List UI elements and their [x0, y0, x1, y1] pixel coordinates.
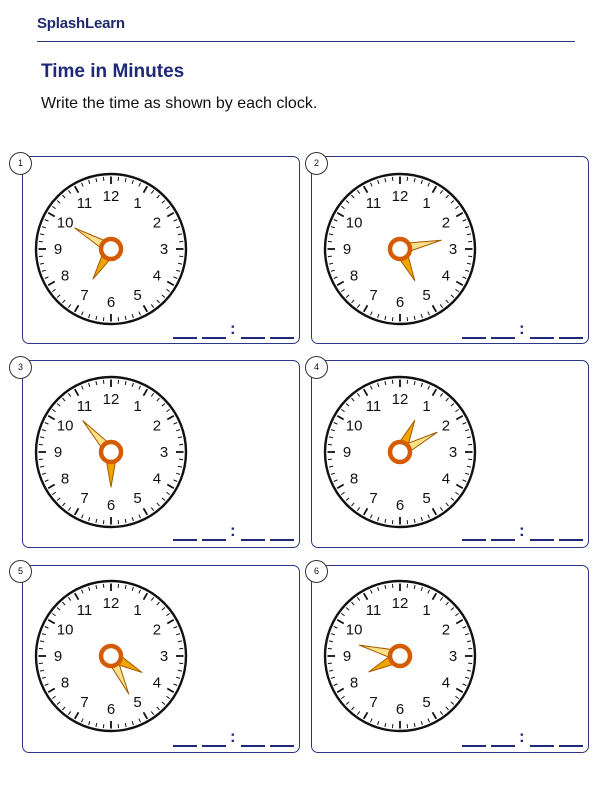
- clock-numeral: 11: [76, 195, 93, 213]
- clock-numeral: 12: [391, 391, 409, 408]
- hour-blank[interactable]: [462, 539, 486, 541]
- clock-numeral: 10: [345, 214, 363, 232]
- time-separator: :: [519, 319, 525, 338]
- minute-blank[interactable]: [559, 337, 583, 339]
- clock-numeral: 7: [80, 286, 89, 304]
- time-separator: :: [230, 319, 236, 338]
- minute-blank[interactable]: [559, 539, 583, 541]
- answer-blanks[interactable]: [173, 521, 297, 543]
- clock-numeral: 6: [106, 701, 116, 718]
- analog-clock: [33, 578, 189, 734]
- hour-blank[interactable]: [173, 745, 197, 747]
- time-separator: :: [519, 727, 525, 746]
- clock-numeral: 1: [422, 602, 431, 620]
- clock-numeral: 4: [441, 267, 451, 285]
- minute-blank[interactable]: [559, 745, 583, 747]
- clock-numeral: 3: [159, 241, 169, 258]
- clock-numeral: 4: [152, 470, 162, 488]
- problem-number-badge: 6: [305, 560, 328, 583]
- clock-numeral: 12: [102, 595, 120, 612]
- clock-numeral: 6: [395, 497, 405, 514]
- clock-numeral: 5: [422, 693, 431, 711]
- clock-numeral: 7: [80, 489, 89, 507]
- splashlearn-logo: SplashLearn: [37, 15, 125, 32]
- clock-numeral: 9: [53, 648, 63, 665]
- analog-clock: [322, 171, 478, 327]
- clock-numeral: 3: [448, 241, 458, 258]
- clock-center: [390, 239, 410, 259]
- clock-numeral: 2: [441, 417, 451, 435]
- clock-numeral: 3: [448, 444, 458, 461]
- time-separator: :: [230, 727, 236, 746]
- problem-number-badge: 2: [305, 152, 328, 175]
- hour-blank[interactable]: [462, 745, 486, 747]
- clock-numeral: 9: [53, 444, 63, 461]
- minute-blank[interactable]: [241, 745, 265, 747]
- clock-numeral: 2: [152, 417, 162, 435]
- hour-blank[interactable]: [202, 337, 226, 339]
- answer-blanks[interactable]: [173, 727, 297, 749]
- clock-numeral: 3: [448, 648, 458, 665]
- hour-blank[interactable]: [491, 337, 515, 339]
- answer-blanks[interactable]: [462, 727, 586, 749]
- clock-numeral: 11: [76, 602, 93, 620]
- clock-numeral: 7: [369, 286, 378, 304]
- clock-center: [101, 442, 121, 462]
- hour-blank[interactable]: [173, 539, 197, 541]
- answer-blanks[interactable]: [173, 319, 297, 341]
- clock-numeral: 1: [133, 195, 142, 213]
- clock-numeral: 9: [342, 241, 352, 258]
- minute-blank[interactable]: [530, 337, 554, 339]
- hour-blank[interactable]: [462, 337, 486, 339]
- time-separator: :: [230, 521, 236, 540]
- clock-numeral: 2: [152, 214, 162, 232]
- clock-numeral: 4: [152, 674, 162, 692]
- clock-numeral: 6: [106, 294, 116, 311]
- analog-clock: [322, 578, 478, 734]
- clock-numeral: 9: [342, 648, 352, 665]
- hour-blank[interactable]: [173, 337, 197, 339]
- clock-numeral: 1: [422, 398, 431, 416]
- clock-numeral: 12: [391, 595, 409, 612]
- clock-numeral: 11: [76, 398, 93, 416]
- problem-number-badge: 4: [305, 356, 328, 379]
- answer-blanks[interactable]: [462, 521, 586, 543]
- clock-numeral: 2: [441, 214, 451, 232]
- minute-blank[interactable]: [530, 539, 554, 541]
- clock-numeral: 8: [349, 267, 359, 285]
- clock-numeral: 8: [60, 470, 70, 488]
- hour-blank[interactable]: [202, 745, 226, 747]
- clock-numeral: 4: [152, 267, 162, 285]
- hour-blank[interactable]: [491, 745, 515, 747]
- clock-numeral: 11: [365, 602, 382, 620]
- minute-blank[interactable]: [530, 745, 554, 747]
- worksheet-instructions: Write the time as shown by each clock.: [41, 95, 318, 112]
- clock-numeral: 5: [422, 286, 431, 304]
- clock-numeral: 10: [345, 417, 363, 435]
- minute-blank[interactable]: [241, 539, 265, 541]
- time-separator: :: [519, 521, 525, 540]
- clock-numeral: 5: [422, 489, 431, 507]
- clock-numeral: 8: [60, 674, 70, 692]
- analog-clock: [322, 374, 478, 530]
- clock-numeral: 4: [441, 674, 451, 692]
- clock-numeral: 7: [369, 693, 378, 711]
- clock-numeral: 7: [369, 489, 378, 507]
- minute-blank[interactable]: [241, 337, 265, 339]
- worksheet-title: Time in Minutes: [41, 61, 185, 82]
- clock-numeral: 9: [53, 241, 63, 258]
- clock-numeral: 9: [342, 444, 352, 461]
- clock-numeral: 2: [441, 621, 451, 639]
- clock-numeral: 6: [395, 294, 405, 311]
- clock-center: [390, 442, 410, 462]
- clock-numeral: 7: [80, 693, 89, 711]
- clock-numeral: 10: [56, 214, 74, 232]
- problem-number-badge: 1: [9, 152, 32, 175]
- clock-numeral: 8: [349, 470, 359, 488]
- clock-numeral: 11: [365, 398, 382, 416]
- problem-number-badge: 3: [9, 356, 32, 379]
- clock-numeral: 5: [133, 286, 142, 304]
- minute-blank[interactable]: [270, 745, 294, 747]
- clock-numeral: 1: [133, 602, 142, 620]
- clock-numeral: 4: [441, 470, 451, 488]
- answer-blanks[interactable]: [462, 319, 586, 341]
- clock-numeral: 12: [102, 391, 120, 408]
- problem-number-badge: 5: [9, 560, 32, 583]
- minute-blank[interactable]: [270, 337, 294, 339]
- clock-numeral: 12: [391, 188, 409, 205]
- clock-center: [101, 646, 121, 666]
- analog-clock: [33, 171, 189, 327]
- clock-numeral: 6: [106, 497, 116, 514]
- clock-numeral: 1: [422, 195, 431, 213]
- clock-numeral: 11: [365, 195, 382, 213]
- hour-blank[interactable]: [202, 539, 226, 541]
- clock-center: [390, 646, 410, 666]
- clock-numeral: 3: [159, 648, 169, 665]
- clock-numeral: 1: [133, 398, 142, 416]
- clock-numeral: 10: [56, 621, 74, 639]
- clock-numeral: 2: [152, 621, 162, 639]
- header-divider: [37, 41, 575, 42]
- clock-numeral: 8: [349, 674, 359, 692]
- clock-numeral: 5: [133, 693, 142, 711]
- clock-numeral: 3: [159, 444, 169, 461]
- clock-numeral: 5: [133, 489, 142, 507]
- analog-clock: [33, 374, 189, 530]
- clock-numeral: 12: [102, 188, 120, 205]
- hour-blank[interactable]: [491, 539, 515, 541]
- clock-numeral: 6: [395, 701, 405, 718]
- clock-numeral: 8: [60, 267, 70, 285]
- clock-numeral: 10: [56, 417, 74, 435]
- clock-center: [101, 239, 121, 259]
- clock-numeral: 10: [345, 621, 363, 639]
- minute-blank[interactable]: [270, 539, 294, 541]
